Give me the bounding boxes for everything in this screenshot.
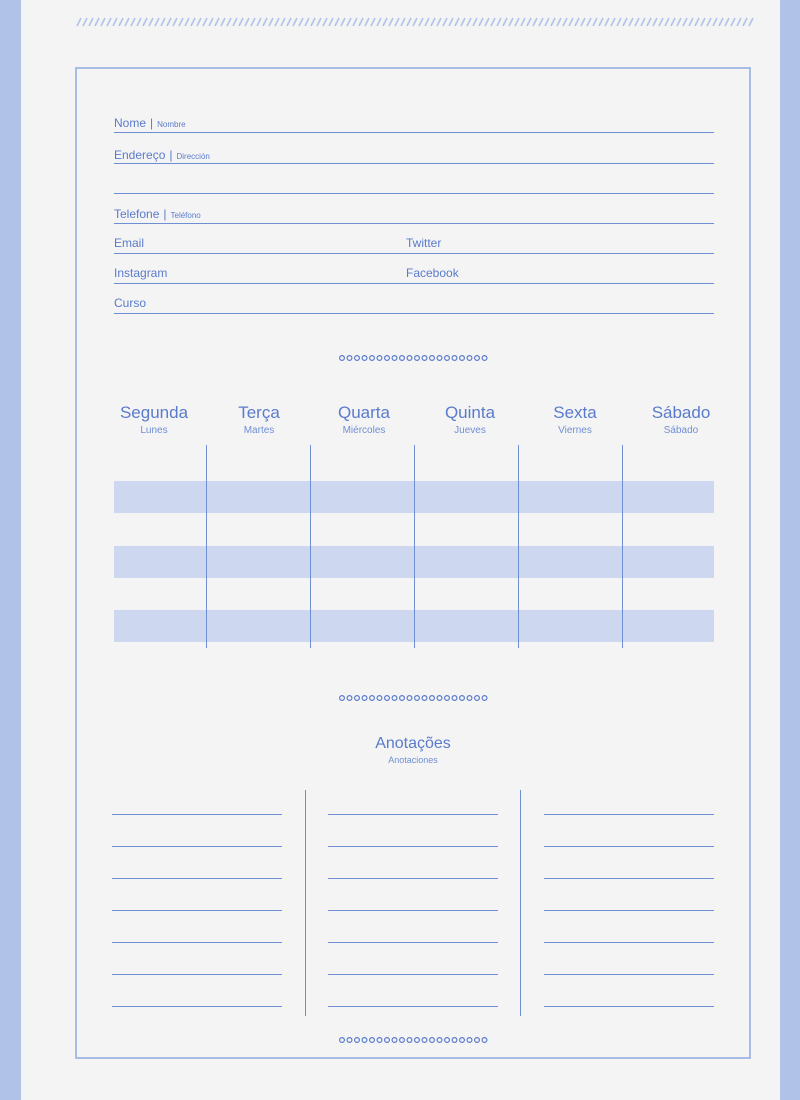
schedule-column-divider <box>414 445 415 648</box>
notes-column-divider <box>520 790 521 1016</box>
note-line[interactable] <box>328 910 498 911</box>
field-label: Endereço <box>114 148 166 162</box>
day-header-quarta <box>312 403 416 436</box>
notes-title: Anotações <box>375 735 451 752</box>
note-line[interactable] <box>328 1006 498 1007</box>
field-endereco-line[interactable] <box>114 163 714 164</box>
note-line[interactable] <box>112 878 282 879</box>
note-line[interactable] <box>328 942 498 943</box>
field-nome-line[interactable] <box>114 132 714 133</box>
field-curso-label: Curso <box>114 296 147 310</box>
hatch-decoration <box>75 17 755 27</box>
note-line[interactable] <box>544 1006 714 1007</box>
note-line[interactable] <box>544 878 714 879</box>
day-subname: Viernes <box>558 425 592 436</box>
field-sublabel: Dirección <box>176 152 210 161</box>
day-name: Segunda <box>119 403 189 422</box>
field-sublabel: Nombre <box>157 120 186 129</box>
day-header-sabado <box>629 403 733 436</box>
note-line[interactable] <box>544 910 714 911</box>
day-subname: Lunes <box>140 425 168 436</box>
field-instagram-facebook-line[interactable] <box>114 283 714 284</box>
field-telefone-line[interactable] <box>114 223 714 224</box>
day-subname: Martes <box>243 425 275 436</box>
field-label: Telefone <box>114 207 160 221</box>
day-subname: Miércoles <box>342 425 386 436</box>
field-label: Nome <box>114 116 147 130</box>
field-endereco-label: Endereço | Dirección <box>114 148 210 162</box>
field-sublabel: Teléfono <box>170 211 201 220</box>
schedule-column-divider <box>206 445 207 648</box>
dotted-divider <box>338 694 490 702</box>
field-email-twitter-line[interactable] <box>114 253 714 254</box>
field-facebook-label: Facebook <box>406 266 459 280</box>
field-telefone-label: Telefone | Teléfono <box>114 207 201 221</box>
field-endereco-line-2[interactable] <box>114 193 714 194</box>
day-header-terca <box>207 403 311 436</box>
field-twitter-label: Twitter <box>406 236 442 250</box>
note-line[interactable] <box>544 814 714 815</box>
notes-heading <box>300 735 526 765</box>
right-border-stripe <box>780 0 800 1100</box>
field-email-label: Email <box>114 236 145 250</box>
note-line[interactable] <box>112 1006 282 1007</box>
note-line[interactable] <box>328 846 498 847</box>
schedule-column-divider <box>518 445 519 648</box>
note-line[interactable] <box>328 878 498 879</box>
note-line[interactable] <box>544 974 714 975</box>
day-header-quinta <box>418 403 522 436</box>
schedule-column-divider <box>310 445 311 648</box>
schedule-column-divider <box>622 445 623 648</box>
day-name: Quarta <box>338 403 390 422</box>
day-header-sexta <box>523 403 627 436</box>
note-line[interactable] <box>112 974 282 975</box>
note-line[interactable] <box>112 910 282 911</box>
field-instagram-label: Instagram <box>114 266 168 280</box>
left-border-stripe <box>0 0 21 1100</box>
note-line[interactable] <box>112 846 282 847</box>
note-line[interactable] <box>544 942 714 943</box>
field-curso-line[interactable] <box>114 313 714 314</box>
note-line[interactable] <box>544 846 714 847</box>
day-name: Quinta <box>444 403 496 422</box>
day-subname: Sábado <box>663 425 699 436</box>
dotted-divider <box>338 1036 490 1044</box>
day-name: Terça <box>238 403 280 422</box>
day-name: Sexta <box>553 403 597 422</box>
notes-subtitle: Anotaciones <box>388 755 438 765</box>
notes-column-divider <box>305 790 306 1016</box>
note-line[interactable] <box>112 942 282 943</box>
day-header-segunda <box>102 403 206 436</box>
note-line[interactable] <box>328 974 498 975</box>
day-subname: Jueves <box>454 425 486 436</box>
dotted-divider <box>338 354 490 362</box>
field-nome-label: Nome | Nombre <box>114 116 186 130</box>
note-line[interactable] <box>328 814 498 815</box>
day-name: Sábado <box>651 403 711 422</box>
note-line[interactable] <box>112 814 282 815</box>
